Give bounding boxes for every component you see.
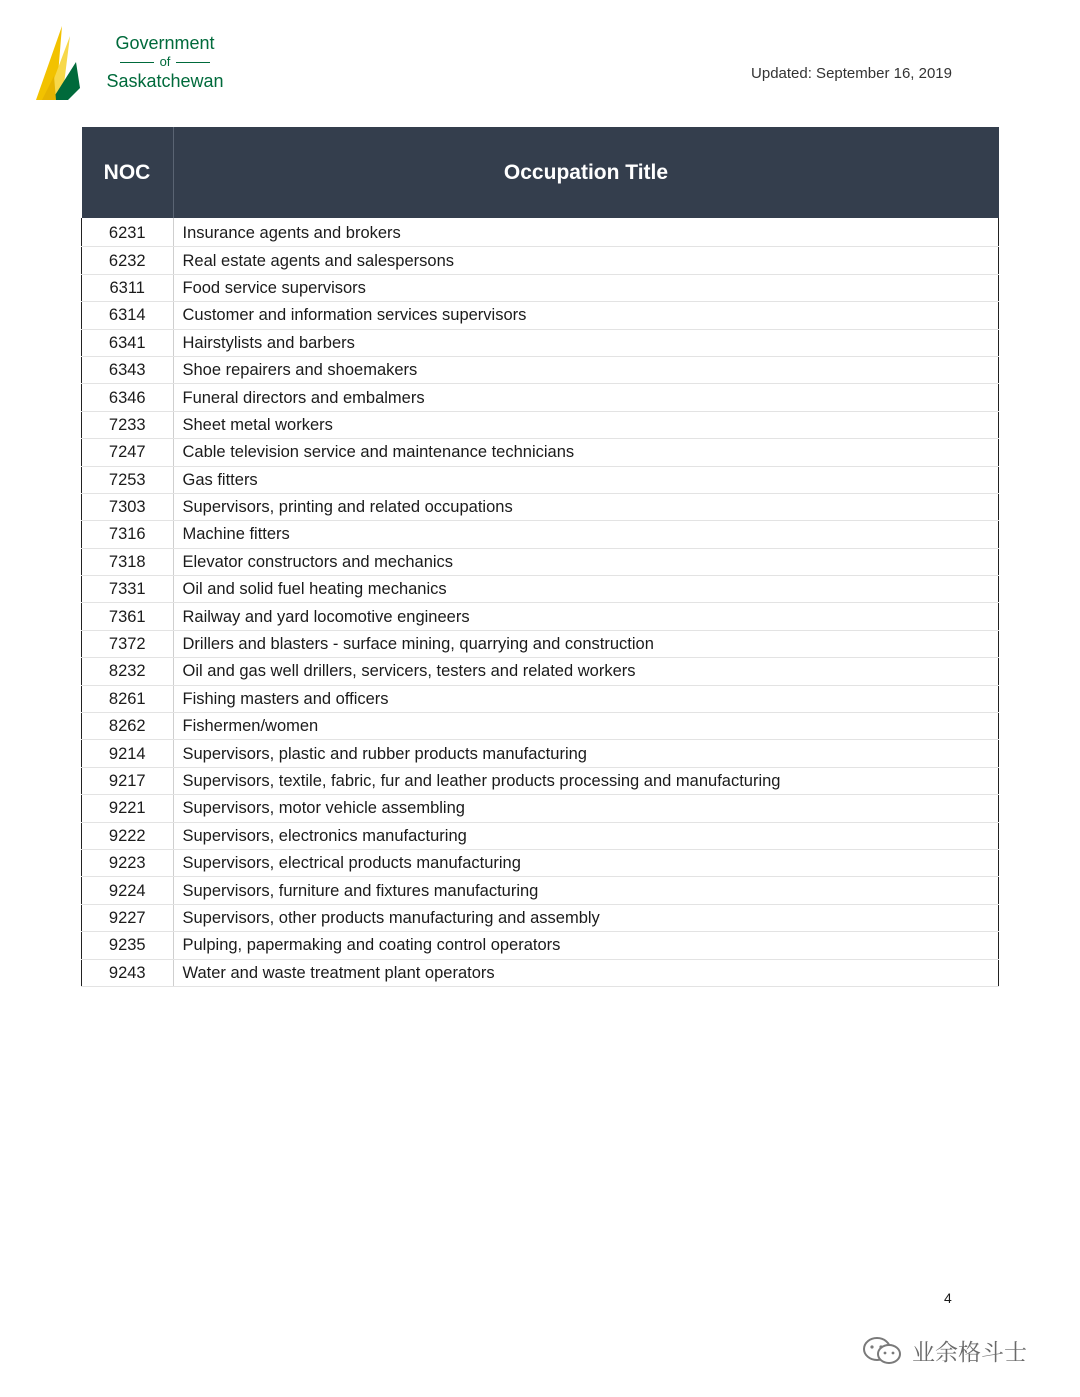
noc-code-cell: 8261 — [82, 685, 174, 712]
noc-code-cell: 7247 — [82, 439, 174, 466]
noc-code-cell: 9217 — [82, 767, 174, 794]
table-row — [82, 658, 999, 685]
noc-code-cell: 7253 — [82, 466, 174, 493]
occupation-title-cell: Drillers and blasters - surface mining, quarrying and construction — [173, 630, 999, 657]
table-row — [82, 302, 999, 329]
occupation-title-cell: Fishermen/women — [173, 713, 999, 740]
noc-code-cell: 6232 — [82, 247, 174, 274]
table-row — [82, 411, 999, 438]
table-row — [82, 932, 999, 959]
logo-line-of: of — [90, 54, 240, 70]
occupation-title-cell: Supervisors, other products manufacturing and assembly — [173, 904, 999, 931]
occupation-title-cell: Elevator constructors and mechanics — [173, 548, 999, 575]
occupation-title-cell: Oil and gas well drillers, servicers, testers and related workers — [173, 658, 999, 685]
table-row — [82, 713, 999, 740]
occupation-title-cell: Pulping, papermaking and coating control operators — [173, 932, 999, 959]
table-row — [82, 576, 999, 603]
logo-line-government: Government — [115, 33, 215, 53]
table-row — [82, 466, 999, 493]
noc-code-cell: 8232 — [82, 658, 174, 685]
noc-code-cell: 7331 — [82, 576, 174, 603]
table-row — [82, 740, 999, 767]
noc-code-cell: 9235 — [82, 932, 174, 959]
column-header-noc: NOC — [82, 127, 174, 218]
government-logo — [32, 22, 232, 104]
table-row — [82, 384, 999, 411]
noc-code-cell: 9222 — [82, 822, 174, 849]
occupation-title-cell: Supervisors, plastic and rubber products manufacturing — [173, 740, 999, 767]
occupation-title-cell: Insurance agents and brokers — [173, 218, 999, 247]
table-row — [82, 218, 999, 247]
noc-code-cell: 8262 — [82, 713, 174, 740]
noc-code-cell: 7361 — [82, 603, 174, 630]
table-row — [82, 247, 999, 274]
table-row — [82, 521, 999, 548]
noc-code-cell: 9243 — [82, 959, 174, 986]
occupation-title-cell: Gas fitters — [173, 466, 999, 493]
updated-date: Updated: September 16, 2019 — [751, 65, 952, 82]
occupation-title-cell: Customer and information services supervisors — [173, 302, 999, 329]
wheat-logo-icon — [32, 22, 92, 104]
column-header-occupation-title: Occupation Title — [173, 127, 999, 218]
wechat-icon — [862, 1336, 904, 1366]
noc-code-cell: 6346 — [82, 384, 174, 411]
occupation-title-cell: Water and waste treatment plant operators — [173, 959, 999, 986]
noc-code-cell: 9214 — [82, 740, 174, 767]
table-row — [82, 767, 999, 794]
table-body — [82, 218, 999, 986]
table-row — [82, 877, 999, 904]
noc-code-cell: 9223 — [82, 849, 174, 876]
occupation-title-cell: Supervisors, electrical products manufacturing — [173, 849, 999, 876]
occupation-title-cell: Funeral directors and embalmers — [173, 384, 999, 411]
noc-code-cell: 7318 — [82, 548, 174, 575]
noc-code-cell: 7372 — [82, 630, 174, 657]
table-header-row — [82, 127, 999, 218]
occupation-title-cell: Railway and yard locomotive engineers — [173, 603, 999, 630]
occupation-title-cell: Fishing masters and officers — [173, 685, 999, 712]
occupation-title-cell: Supervisors, textile, fabric, fur and leather products processing and manufacturing — [173, 767, 999, 794]
noc-code-cell: 6311 — [82, 274, 174, 301]
noc-code-cell: 9227 — [82, 904, 174, 931]
noc-code-cell: 7303 — [82, 493, 174, 520]
noc-code-cell: 7233 — [82, 411, 174, 438]
table-row — [82, 904, 999, 931]
table-row — [82, 849, 999, 876]
occupation-title-cell: Supervisors, electronics manufacturing — [173, 822, 999, 849]
occupation-title-cell: Food service supervisors — [173, 274, 999, 301]
occupation-title-cell: Supervisors, motor vehicle assembling — [173, 795, 999, 822]
noc-code-cell: 6231 — [82, 218, 174, 247]
noc-table — [81, 127, 999, 987]
occupation-title-cell: Real estate agents and salespersons — [173, 247, 999, 274]
occupation-title-cell: Machine fitters — [173, 521, 999, 548]
logo-line-saskatchewan: Saskatchewan — [106, 71, 224, 91]
table-row — [82, 329, 999, 356]
table-row — [82, 685, 999, 712]
noc-code-cell: 7316 — [82, 521, 174, 548]
noc-code-cell: 6341 — [82, 329, 174, 356]
occupation-title-cell: Cable television service and maintenance technicians — [173, 439, 999, 466]
noc-code-cell: 6314 — [82, 302, 174, 329]
table-row — [82, 493, 999, 520]
table-row — [82, 795, 999, 822]
table-row — [82, 630, 999, 657]
occupation-title-cell: Supervisors, furniture and fixtures manufacturing — [173, 877, 999, 904]
noc-code-cell: 6343 — [82, 356, 174, 383]
occupation-title-cell: Supervisors, printing and related occupations — [173, 493, 999, 520]
table-row — [82, 439, 999, 466]
occupation-title-cell: Shoe repairers and shoemakers — [173, 356, 999, 383]
table-row — [82, 274, 999, 301]
wechat-account-name: 业余格斗士 — [912, 1340, 1027, 1366]
table-row — [82, 959, 999, 986]
occupation-title-cell: Oil and solid fuel heating mechanics — [173, 576, 999, 603]
table-row — [82, 356, 999, 383]
page-number: 4 — [944, 1290, 952, 1306]
occupation-title-cell: Sheet metal workers — [173, 411, 999, 438]
noc-code-cell: 9221 — [82, 795, 174, 822]
wechat-watermark — [862, 1334, 1027, 1367]
table-row — [82, 603, 999, 630]
noc-code-cell: 9224 — [82, 877, 174, 904]
table-row — [82, 548, 999, 575]
occupation-title-cell: Hairstylists and barbers — [173, 329, 999, 356]
table-row — [82, 822, 999, 849]
